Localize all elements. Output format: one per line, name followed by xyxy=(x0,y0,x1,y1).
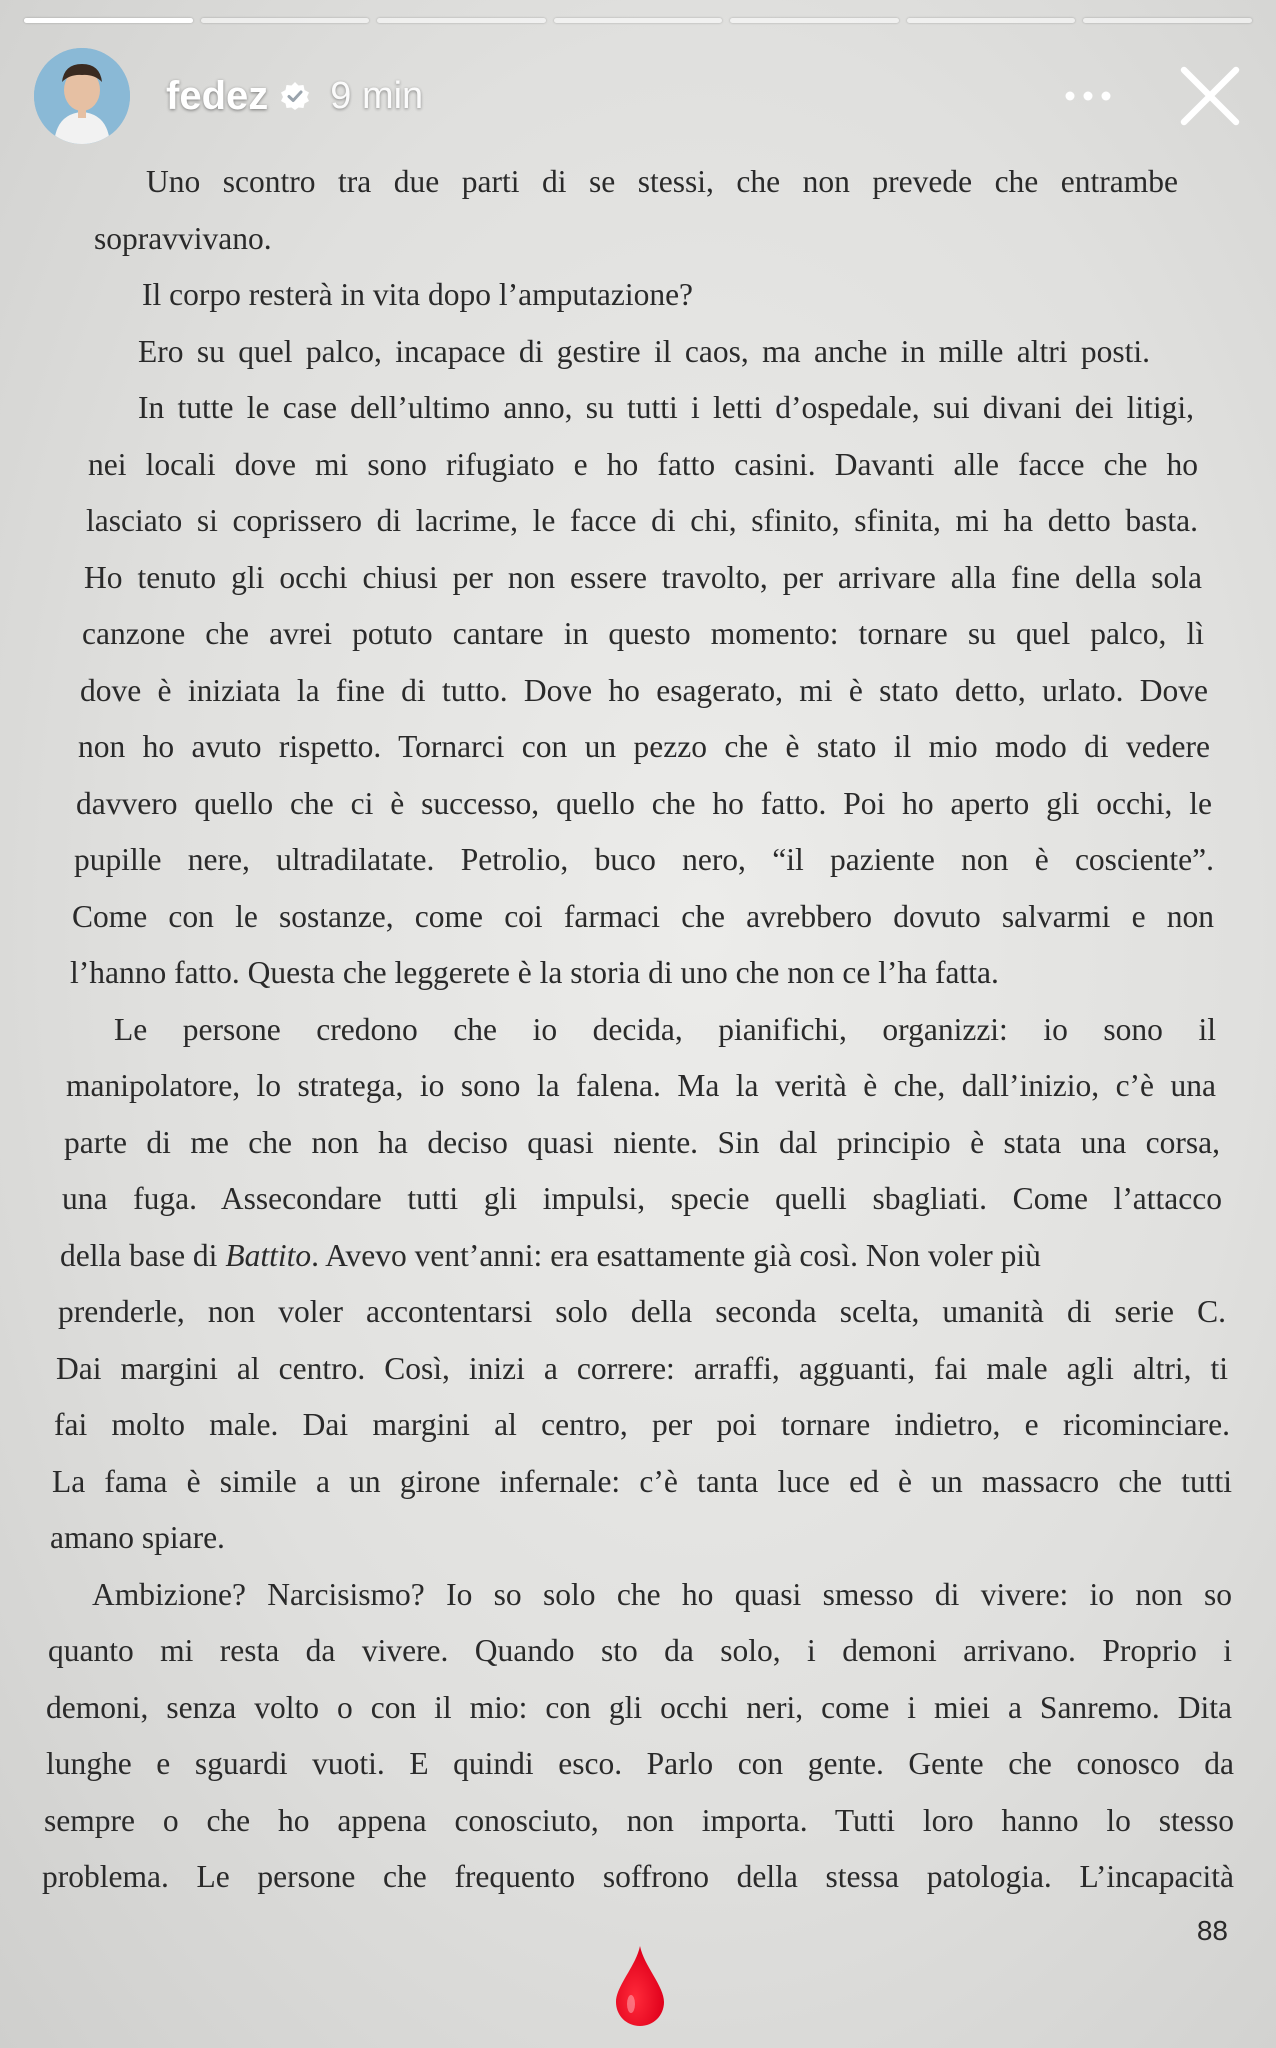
text-line: manipolatore, lo stratega, io sono la falena. Ma la verità è che, dall’inizio, c’è una xyxy=(66,1068,1216,1103)
text-line: fai molto male. Dai margini al centro, per poi tornare indietro, e ricominciare. xyxy=(54,1407,1230,1442)
text-line: sopravvivano. xyxy=(94,220,272,256)
progress-segment xyxy=(24,18,193,23)
text-line: nei locali dove mi sono rifugiato e ho fatto casini. Davanti alle facce che ho xyxy=(88,446,1198,482)
text-line: non ho avuto rispetto. Tornarci con un pezzo che è stato il mio modo di vedere xyxy=(78,729,1210,764)
text-line: problema. Le persone che frequento soffrono della stessa patologia. L’incapacità xyxy=(42,1859,1234,1894)
progress-segment xyxy=(730,18,899,23)
verified-badge-icon xyxy=(280,81,310,111)
progress-segment xyxy=(1083,18,1252,23)
text-line: canzone che avrei potuto cantare in questo momento: tornare su quel palco, lì xyxy=(82,616,1204,651)
progress-segment xyxy=(377,18,546,23)
text-line: davvero quello che ci è successo, quello che ho fatto. Poi ho aperto gli occhi, le xyxy=(76,785,1212,821)
text-line: Ho tenuto gli occhi chiusi per non essere travolto, per arrivare alla fine della sola xyxy=(84,559,1202,595)
avatar[interactable] xyxy=(34,48,130,144)
text-line: demoni, senza volto o con il mio: con gli occhi neri, come i miei a Sanremo. Dita xyxy=(46,1689,1232,1725)
text-line: pupille nere, ultradilatate. Petrolio, buco nero, “il paziente non è cosciente”. xyxy=(74,842,1214,877)
text-line: La fama è simile a un girone infernale: c’è tanta luce ed è un massacro che tutti xyxy=(52,1463,1232,1499)
text-line: lunghe e sguardi vuoti. E quindi esco. Parlo con gente. Gente che conosco da xyxy=(46,1746,1234,1781)
progress-segment-fill xyxy=(24,18,193,23)
more-options-button[interactable] xyxy=(1058,76,1118,116)
text-fragment: della base di xyxy=(60,1237,226,1273)
story-progress-bar xyxy=(24,18,1252,23)
text-line: dove è iniziata la fine di tutto. Dove ho esagerato, mi è stato detto, urlato. Dove xyxy=(80,672,1208,708)
text-line: In tutte le case dell’ultimo anno, su tutti i letti d’ospedale, sui divani dei litigi, xyxy=(138,390,1194,425)
text-line: sempre o che ho appena conosciuto, non importa. Tutti loro hanno lo stesso xyxy=(44,1802,1234,1838)
page-number: 88 xyxy=(1196,1915,1228,1946)
username[interactable]: fedez xyxy=(166,73,269,118)
progress-segment xyxy=(554,18,723,23)
text-line: Ambizione? Narcisismo? Io so solo che ho quasi smesso di vivere: io non so xyxy=(92,1576,1232,1612)
text-line: una fuga. Assecondare tutti gli impulsi, specie quelli sbagliati. Come l’attacco xyxy=(62,1181,1222,1216)
close-button[interactable] xyxy=(1178,64,1242,128)
text-line: Dai margini al centro. Così, inizi a correre: arraffi, agguanti, fai male agli altri, ti xyxy=(56,1350,1228,1386)
close-icon xyxy=(1178,64,1242,128)
more-dots-icon xyxy=(1064,91,1112,101)
text-line: Le persone credono che io decida, pianifichi, organizzi: io sono il xyxy=(114,1011,1216,1047)
blood-drop-icon[interactable] xyxy=(614,1944,666,2028)
post-timestamp: 9 min xyxy=(330,74,424,117)
book-title-italic: Battito xyxy=(225,1237,312,1273)
text-line: Uno scontro tra due parti di se stessi, che non prevede che entrambe xyxy=(146,164,1178,199)
text-fragment: . Avevo vent’anni: era esattamente già così. Non voler più xyxy=(311,1237,1041,1273)
text-line: amano spiare. xyxy=(50,1520,225,1555)
avatar-photo-icon xyxy=(34,48,130,144)
text-line: prenderle, non voler accontentarsi solo della seconda scelta, umanità di serie C. xyxy=(58,1294,1226,1329)
story-header xyxy=(34,46,1242,146)
text-line: Il corpo resterà in vita dopo l’amputazione? xyxy=(142,277,694,312)
progress-segment xyxy=(907,18,1076,23)
text-line: lasciato si coprissero di lacrime, le facce di chi, sfinito, sfinita, mi ha detto basta. xyxy=(86,503,1198,538)
text-line xyxy=(30,1228,1230,1285)
text-line: Ero su quel palco, incapace di gestire il caos, ma anche in mille altri posti. xyxy=(138,333,1150,369)
text-line: Come con le sostanze, come coi farmaci che avrebbero dovuto salvarmi e non xyxy=(72,898,1214,934)
text-line: parte di me che non ha deciso quasi niente. Sin dal principio è stata una corsa, xyxy=(64,1124,1220,1160)
text-line: quanto mi resta da vivere. Quando sto da solo, i demoni arrivano. Proprio i xyxy=(48,1633,1232,1668)
text-line: l’hanno fatto. Questa che leggerete è la storia di uno che non ce l’ha fatta. xyxy=(70,955,999,990)
book-page-text xyxy=(30,150,1234,1894)
progress-segment xyxy=(201,18,370,23)
